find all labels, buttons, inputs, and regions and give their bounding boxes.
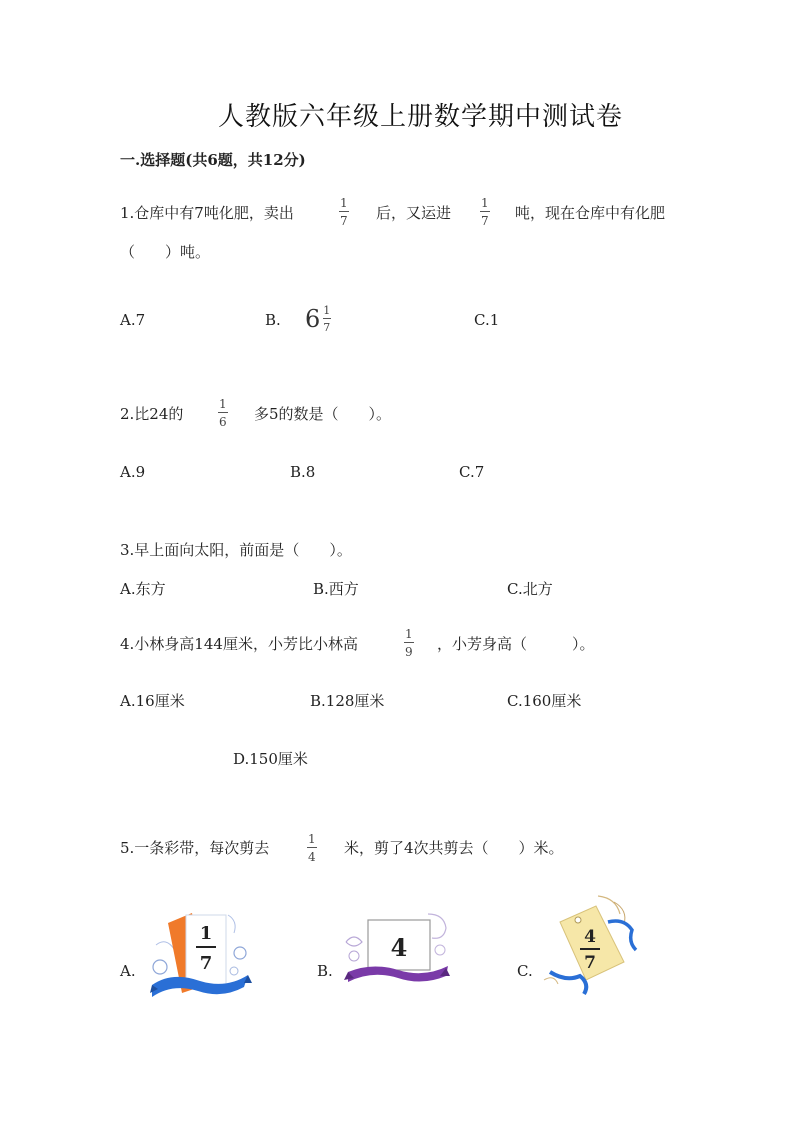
q1-frac1-num: 1	[340, 196, 348, 210]
q5-fraction	[306, 833, 318, 863]
q2-fraction	[217, 398, 229, 428]
q1-option-c: C.1	[474, 311, 500, 329]
q3-option-b: B.西方	[313, 580, 359, 598]
q4-frac-den: 9	[405, 645, 413, 659]
q4-text-part1: 4.小林身高144厘米，小芳比小林高	[120, 635, 358, 653]
q4-option-d: D.150厘米	[233, 750, 308, 768]
q2-frac-num: 1	[219, 397, 227, 411]
q1-option-b-den: 7	[323, 321, 331, 334]
q2-frac-den: 6	[219, 415, 227, 429]
q3-text: 3.早上面向太阳，前面是（ ）。	[120, 541, 352, 559]
q4-fraction	[403, 628, 415, 658]
section-heading: 一.选择题(共6题，共12分)	[120, 151, 306, 169]
q5-text-part1: 5.一条彩带，每次剪去	[120, 839, 270, 857]
q5-option-c-tag	[538, 892, 638, 1000]
page-title: 人教版六年级上册数学期中测试卷	[218, 102, 624, 132]
q5-option-c-tag-den: 7	[584, 953, 596, 973]
q1-answer-blank: （ ）吨。	[120, 243, 211, 261]
q4-option-c: C.160厘米	[507, 692, 582, 710]
q1-option-a: A.7	[120, 311, 146, 329]
q1-option-b-num: 1	[323, 304, 331, 317]
q5-option-c-tag-num: 4	[584, 927, 596, 947]
q2-text-part1: 2.比24的	[120, 405, 184, 423]
q1-frac1-den: 7	[340, 214, 348, 228]
q5-text-part2: 米，剪了4次共剪去（ ）米。	[344, 839, 564, 857]
q1-fraction-2	[479, 197, 491, 227]
q5-option-b-card-text: 4	[390, 933, 408, 962]
q3-option-a: A.东方	[120, 580, 166, 598]
q5-option-a-label: A.	[120, 962, 136, 980]
q5-frac-num: 1	[308, 832, 316, 846]
q4-option-b: B.128厘米	[310, 692, 385, 710]
q5-option-c-label: C.	[517, 962, 533, 980]
q2-option-b: B.8	[290, 463, 316, 481]
q5-frac-den: 4	[308, 850, 316, 864]
q1-option-b-label: B.	[265, 311, 281, 329]
q3-option-c: C.北方	[507, 580, 553, 598]
q4-text-part2: ，小芳身高（ ）。	[437, 635, 595, 653]
q1-frac2-den: 7	[481, 214, 489, 228]
q1-option-b-whole: 6	[305, 305, 321, 333]
q1-text-part2: 后，又运进	[376, 204, 452, 222]
q5-option-b-card	[340, 910, 452, 990]
q1-option-b-mixed-number	[305, 305, 332, 333]
q1-fraction-1	[338, 197, 350, 227]
q2-option-a: A.9	[120, 463, 146, 481]
q4-frac-num: 1	[405, 627, 413, 641]
q5-option-a-card-num: 1	[199, 923, 213, 944]
q2-option-c: C.7	[459, 463, 485, 481]
q2-text-part2: 多5的数是（ ）。	[254, 405, 392, 423]
q5-option-a-card	[148, 905, 253, 997]
q5-option-b-label: B.	[317, 962, 333, 980]
q5-option-a-card-den: 7	[199, 953, 213, 974]
q1-text-part1: 1.仓库中有7吨化肥，卖出	[120, 204, 294, 222]
q1-text-part3: 吨，现在仓库中有化肥	[515, 204, 666, 222]
q4-option-a: A.16厘米	[120, 692, 185, 710]
q1-frac2-num: 1	[481, 196, 489, 210]
